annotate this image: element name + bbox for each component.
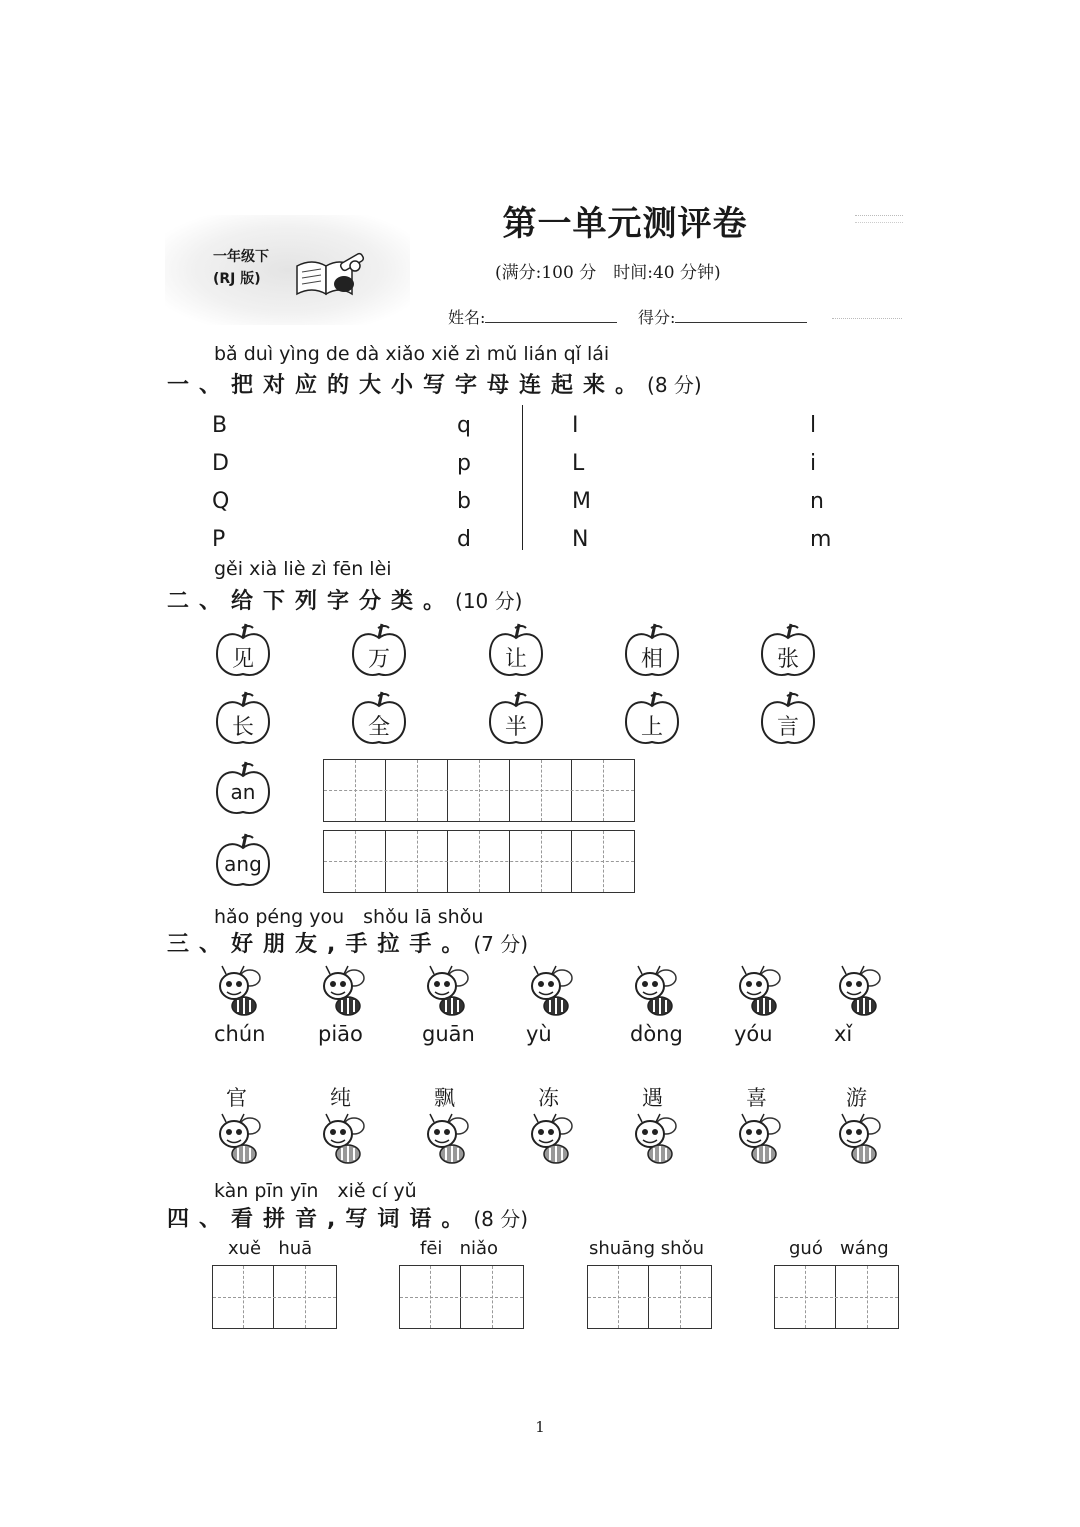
syllable: wáng bbox=[840, 1238, 889, 1259]
page-title: 第一单元测评卷 bbox=[502, 204, 748, 244]
grade-line-2: (RJ 版) bbox=[213, 271, 261, 287]
word-writing-grid[interactable] bbox=[587, 1265, 712, 1329]
q1-col-lower-right bbox=[810, 407, 831, 559]
bee-icon bbox=[212, 964, 266, 1020]
q1-heading bbox=[167, 368, 702, 399]
bee-character: 飘 bbox=[434, 1086, 455, 1110]
syllable: shuāng bbox=[589, 1238, 656, 1259]
apple-char bbox=[486, 690, 546, 748]
apple-label: 让 bbox=[504, 647, 527, 672]
bee-character: 冻 bbox=[538, 1086, 559, 1110]
bee-pinyin: guān bbox=[422, 1022, 475, 1046]
apple-label: 半 bbox=[504, 715, 527, 740]
letter: i bbox=[810, 451, 817, 476]
apple-label: 上 bbox=[640, 715, 663, 740]
bee-pinyin: piāo bbox=[318, 1022, 363, 1046]
apple-char bbox=[758, 690, 818, 748]
apple-label: 相 bbox=[640, 647, 663, 672]
apple-char bbox=[622, 690, 682, 748]
apple-category-an bbox=[213, 760, 273, 818]
q1-pinyin: bǎ duì yìng de dà xiǎo xiě zì mǔ lián qǐ lái bbox=[214, 343, 610, 365]
bee-character: 官 bbox=[226, 1086, 247, 1110]
name-field bbox=[448, 305, 617, 328]
page-number: 1 bbox=[535, 1418, 545, 1436]
apple-char bbox=[758, 622, 818, 680]
apple-label: an bbox=[230, 780, 256, 804]
bee-icon bbox=[420, 1112, 474, 1168]
q1-col-lower-left bbox=[457, 407, 471, 559]
word-writing-grid[interactable] bbox=[399, 1265, 524, 1329]
q2-heading bbox=[167, 584, 522, 615]
letter: q bbox=[457, 413, 471, 438]
letter: m bbox=[810, 527, 832, 552]
bee-character: 遇 bbox=[642, 1086, 663, 1110]
q1-col-upper-left bbox=[212, 407, 229, 559]
apple-label: 万 bbox=[367, 647, 390, 672]
letter: l bbox=[810, 413, 817, 438]
q2-pinyin: gěi xià liè zì fēn lèi bbox=[214, 558, 392, 580]
q3-pinyin: hǎo péng you shǒu lā shǒu bbox=[214, 906, 484, 928]
score-blank[interactable] bbox=[675, 306, 807, 323]
apple-char bbox=[213, 622, 273, 680]
letter: Q bbox=[212, 489, 230, 514]
q1-divider bbox=[522, 405, 523, 550]
score-field bbox=[638, 305, 807, 328]
q1-col-upper-right bbox=[572, 407, 591, 559]
grade-badge bbox=[213, 246, 269, 290]
bee-icon bbox=[524, 964, 578, 1020]
letter: D bbox=[212, 451, 229, 476]
q3-points: (7 分) bbox=[473, 932, 529, 956]
syllable: shǒu bbox=[660, 1238, 705, 1259]
letter: N bbox=[572, 527, 589, 552]
apple-char bbox=[486, 622, 546, 680]
exam-info: (满分:100 分 时间:40 分钟) bbox=[495, 263, 721, 283]
syllable: guó bbox=[789, 1238, 823, 1259]
letter: p bbox=[457, 451, 471, 476]
syllable: huā bbox=[278, 1238, 313, 1259]
q1-heading-text: 一、把对应的大小写字母连起来。 bbox=[167, 373, 648, 398]
word-pinyin bbox=[589, 1238, 704, 1259]
name-label: 姓名: bbox=[448, 308, 486, 327]
apple-char bbox=[349, 690, 409, 748]
bee-character: 纯 bbox=[330, 1086, 351, 1110]
name-blank[interactable] bbox=[485, 306, 617, 323]
q2-points: (10 分) bbox=[455, 589, 523, 613]
q2-heading-text: 二、给下列字分类。 bbox=[167, 589, 456, 614]
bee-icon bbox=[732, 1112, 786, 1168]
apple-char bbox=[622, 622, 682, 680]
letter: M bbox=[572, 489, 591, 514]
word-pinyin bbox=[228, 1238, 312, 1259]
apple-char bbox=[213, 690, 273, 748]
apple-label: 全 bbox=[367, 715, 390, 740]
syllable: xuě bbox=[228, 1238, 262, 1259]
syllable: niǎo bbox=[459, 1238, 499, 1259]
apple-label: ang bbox=[224, 852, 262, 876]
bee-pinyin: yóu bbox=[734, 1022, 773, 1046]
q4-pinyin: kàn pīn yīn xiě cí yǔ bbox=[214, 1180, 417, 1202]
word-pinyin bbox=[420, 1238, 498, 1259]
apple-label: 张 bbox=[776, 647, 799, 672]
bee-icon bbox=[316, 964, 370, 1020]
bee-icon bbox=[628, 1112, 682, 1168]
q4-heading bbox=[167, 1202, 528, 1233]
writing-grid-an[interactable] bbox=[323, 759, 635, 822]
letter: I bbox=[572, 413, 579, 438]
bee-icon bbox=[628, 964, 682, 1020]
q4-heading-text: 四、看拼音,写词语。 bbox=[167, 1207, 474, 1232]
bee-icon bbox=[832, 1112, 886, 1168]
word-writing-grid[interactable] bbox=[212, 1265, 337, 1329]
q1-points: (8 分) bbox=[647, 373, 702, 397]
bee-character: 游 bbox=[846, 1086, 867, 1110]
apple-category-ang bbox=[213, 832, 273, 890]
letter: b bbox=[457, 489, 471, 514]
apple-char bbox=[349, 622, 409, 680]
score-label: 得分: bbox=[638, 308, 676, 327]
q3-heading-text: 三、好朋友,手拉手。 bbox=[167, 932, 474, 957]
bee-icon bbox=[832, 964, 886, 1020]
apple-label: 言 bbox=[776, 715, 799, 740]
letter: n bbox=[810, 489, 824, 514]
q3-heading bbox=[167, 927, 528, 958]
word-writing-grid[interactable] bbox=[774, 1265, 899, 1329]
letter: P bbox=[212, 527, 226, 552]
bee-icon bbox=[524, 1112, 578, 1168]
bee-character: 喜 bbox=[746, 1086, 767, 1110]
grade-line-1: 一年级下 bbox=[213, 249, 269, 265]
scan-noise bbox=[855, 215, 903, 223]
apple-label: 见 bbox=[231, 647, 254, 672]
bee-pinyin: yù bbox=[526, 1022, 552, 1046]
bee-pinyin: chún bbox=[214, 1022, 266, 1046]
bee-icon bbox=[420, 964, 474, 1020]
book-pencil-icon bbox=[292, 252, 372, 304]
bee-icon bbox=[316, 1112, 370, 1168]
syllable: fēi bbox=[420, 1238, 443, 1259]
bee-icon bbox=[732, 964, 786, 1020]
letter: d bbox=[457, 527, 471, 552]
word-pinyin bbox=[789, 1238, 889, 1259]
q4-points: (8 分) bbox=[473, 1207, 529, 1231]
bee-icon bbox=[212, 1112, 266, 1168]
letter: L bbox=[572, 451, 585, 476]
letter: B bbox=[212, 413, 228, 438]
bee-pinyin: xǐ bbox=[834, 1022, 853, 1046]
scan-noise bbox=[832, 318, 902, 323]
bee-pinyin: dòng bbox=[630, 1022, 683, 1046]
apple-label: 长 bbox=[231, 715, 254, 740]
writing-grid-ang[interactable] bbox=[323, 830, 635, 893]
